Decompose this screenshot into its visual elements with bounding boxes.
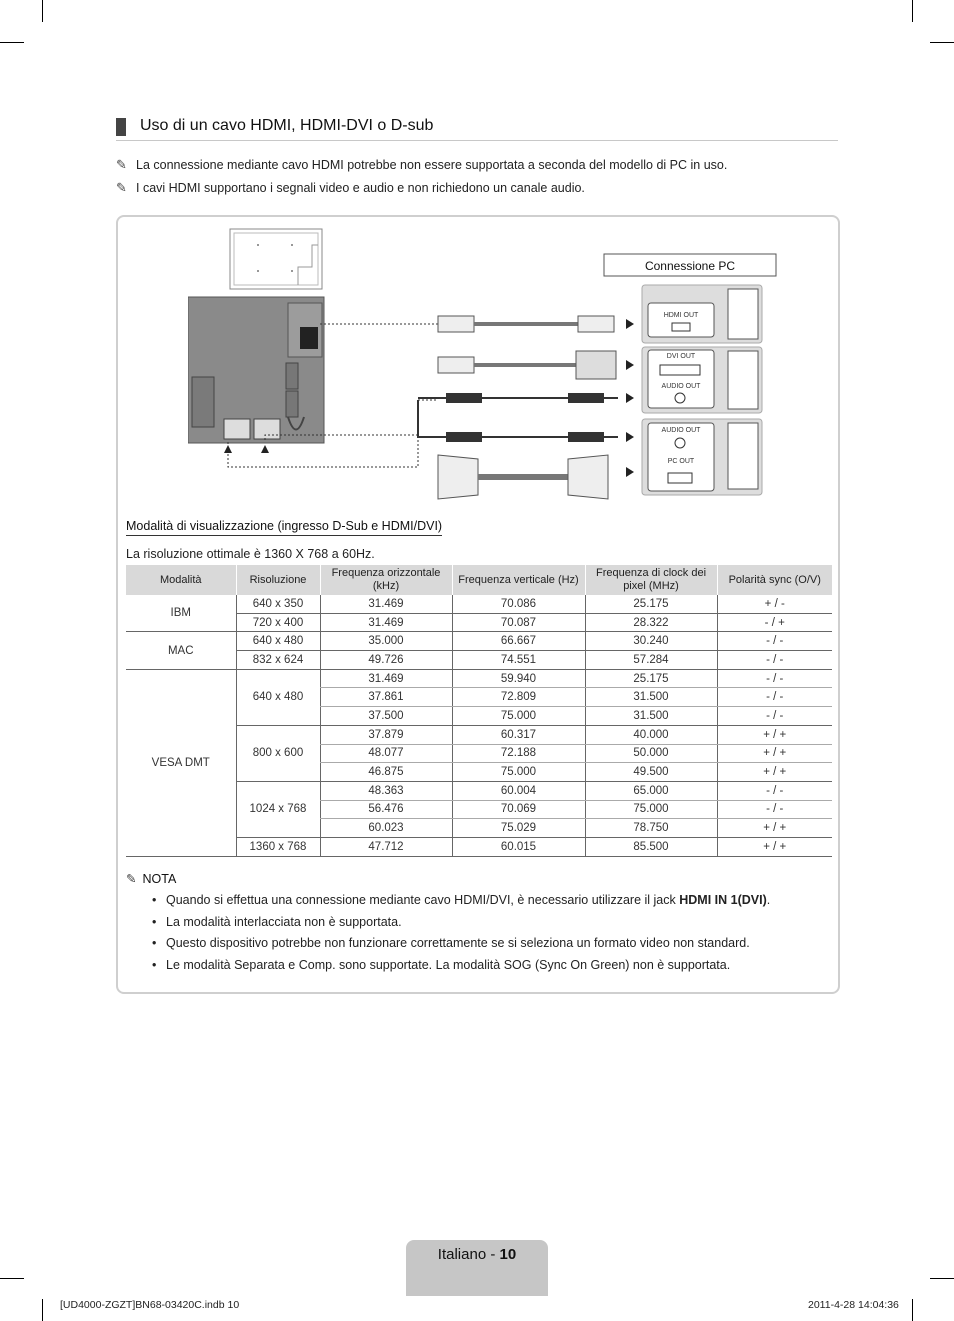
- table-cell: 70.087: [452, 613, 585, 632]
- table-cell: 37.879: [320, 725, 452, 744]
- table-header-row: [126, 565, 832, 595]
- tv-rear-outline: [230, 229, 322, 289]
- nota-bold-text: HDMI IN 1(DVI): [679, 893, 767, 907]
- table-cell: 60.004: [452, 781, 585, 800]
- table-cell: - / -: [717, 707, 832, 726]
- crop-mark: [912, 0, 913, 22]
- list-item: • Le modalità Separata e Comp. sono supportate. La modalità SOG (Sync On Green) non è supportata.: [126, 957, 826, 973]
- nota-text: Quando si effettua una connessione mediante cavo HDMI/DVI, è necessario utilizzare il jack: [166, 893, 680, 907]
- table-cell: + / -: [717, 595, 832, 613]
- table-cell: 85.500: [585, 837, 717, 856]
- crop-mark: [0, 42, 24, 43]
- page-number-tab: [406, 1240, 548, 1296]
- audio-cable: [418, 400, 634, 442]
- note-line: [116, 157, 727, 173]
- list-item: • Questo dispositivo potrebbe non funzionare correttamente se si seleziona un formato video non standard.: [126, 935, 826, 951]
- table-cell: 59.940: [452, 669, 585, 688]
- table-cell: 49.726: [320, 651, 452, 670]
- table-cell: + / +: [717, 725, 832, 744]
- table-cell: 60.317: [452, 725, 585, 744]
- table-cell: 56.476: [320, 800, 452, 819]
- table-cell: 31.469: [320, 613, 452, 632]
- table-cell: + / +: [717, 763, 832, 782]
- table-cell: 72.188: [452, 744, 585, 763]
- mode-cell: VESA DMT: [126, 669, 236, 856]
- table-cell: 46.875: [320, 763, 452, 782]
- audio-cable: [418, 393, 634, 403]
- table-cell: 70.086: [452, 595, 585, 613]
- pencil-icon: ✎: [116, 180, 127, 195]
- section-heading: [116, 116, 838, 141]
- note-text: I cavi HDMI supportano i segnali video e audio e non richiedono un canale audio.: [136, 181, 585, 195]
- table-cell: 37.500: [320, 707, 452, 726]
- pc-out-label: PC OUT: [667, 458, 695, 465]
- audio-out-label: AUDIO OUT: [661, 383, 701, 390]
- hdmi-cable: [438, 316, 634, 332]
- table-row: [126, 669, 832, 688]
- resolution-cell: 640 x 480: [236, 669, 320, 725]
- audio-out-label: AUDIO OUT: [661, 427, 701, 434]
- crop-mark: [0, 1278, 24, 1279]
- dsub-cable: [438, 455, 634, 499]
- content-box: [116, 215, 840, 994]
- table-cell: 70.069: [452, 800, 585, 819]
- table-cell: 66.667: [452, 632, 585, 651]
- table-cell: + / +: [717, 744, 832, 763]
- resolution-cell: 800 x 600: [236, 725, 320, 781]
- list-item: [126, 892, 826, 908]
- resolution-cell: 720 x 400: [236, 613, 320, 632]
- table-cell: 49.500: [585, 763, 717, 782]
- pc-dsub-box: [642, 419, 762, 495]
- table-cell: - / -: [717, 632, 832, 651]
- column-header: Polarità sync (O/V): [717, 565, 832, 595]
- resolution-cell: 832 x 624: [236, 651, 320, 670]
- table-cell: 60.023: [320, 819, 452, 838]
- section-title: Uso di un cavo HDMI, HDMI-DVI o D-sub: [140, 117, 434, 134]
- resolution-cell: 1024 x 768: [236, 781, 320, 837]
- table-cell: - / -: [717, 651, 832, 670]
- page-number: 10: [499, 1246, 517, 1263]
- table-cell: 31.500: [585, 707, 717, 726]
- heading-bar: [116, 118, 126, 136]
- column-header: Frequenza di clock dei pixel (MHz): [585, 565, 717, 595]
- table-cell: 60.015: [452, 837, 585, 856]
- mode-cell: MAC: [126, 632, 236, 669]
- hdmi-out-label: HDMI OUT: [663, 312, 699, 319]
- nota-list: [126, 892, 826, 973]
- table-cell: 75.000: [452, 707, 585, 726]
- optimal-resolution: La risoluzione ottimale è 1360 X 768 a 60Hz.: [126, 547, 375, 561]
- pencil-icon: ✎: [116, 157, 127, 172]
- table-cell: - / -: [717, 781, 832, 800]
- nota-heading: [126, 871, 826, 886]
- column-header: Modalità: [126, 565, 236, 595]
- resolution-cell: 640 x 480: [236, 632, 320, 651]
- table-cell: 40.000: [585, 725, 717, 744]
- pencil-icon: ✎: [126, 872, 137, 886]
- page-label: [406, 1246, 548, 1263]
- note-line: [116, 180, 585, 196]
- table-cell: - / -: [717, 688, 832, 707]
- table-cell: 75.029: [452, 819, 585, 838]
- table-cell: 74.551: [452, 651, 585, 670]
- table-cell: 78.750: [585, 819, 717, 838]
- table-cell: 75.000: [452, 763, 585, 782]
- table-cell: 57.284: [585, 651, 717, 670]
- column-header: Frequenza verticale (Hz): [452, 565, 585, 595]
- crop-mark: [912, 1299, 913, 1321]
- table-cell: + / +: [717, 819, 832, 838]
- footer-file: [UD4000-ZGZT]BN68-03420C.indb 10: [60, 1299, 240, 1311]
- table-row: [126, 632, 832, 651]
- nota-section: [126, 871, 826, 978]
- note-text: La connessione mediante cavo HDMI potrebbe non essere supportata a seconda del modello di PC in uso.: [136, 158, 728, 172]
- resolution-cell: 1360 x 768: [236, 837, 320, 856]
- display-mode-table: [126, 565, 832, 857]
- table-cell: 48.077: [320, 744, 452, 763]
- dvi-cable: [438, 351, 634, 379]
- table-cell: 50.000: [585, 744, 717, 763]
- table-cell: - / +: [717, 613, 832, 632]
- crop-mark: [42, 0, 43, 22]
- crop-mark: [930, 42, 954, 43]
- table-cell: 65.000: [585, 781, 717, 800]
- table-cell: 25.175: [585, 595, 717, 613]
- table-cell: 37.861: [320, 688, 452, 707]
- mode-cell: IBM: [126, 595, 236, 632]
- column-header: Frequenza orizzontale (kHz): [320, 565, 452, 595]
- table-cell: 47.712: [320, 837, 452, 856]
- pc-connection-label: Connessione PC: [644, 259, 736, 273]
- display-modes-title: Modalità di visualizzazione (ingresso D-Sub e HDMI/DVI): [126, 519, 442, 536]
- column-header: Risoluzione: [236, 565, 320, 595]
- table-cell: 31.500: [585, 688, 717, 707]
- table-cell: 35.000: [320, 632, 452, 651]
- table-cell: 31.469: [320, 669, 452, 688]
- crop-mark: [42, 1299, 43, 1321]
- table-cell: 72.809: [452, 688, 585, 707]
- pc-hdmi-box: [642, 285, 762, 343]
- table-cell: - / -: [717, 669, 832, 688]
- table-cell: - / -: [717, 800, 832, 819]
- pc-dvi-box: [642, 347, 762, 413]
- table-cell: 75.000: [585, 800, 717, 819]
- list-item: • La modalità interlacciata non è supportata.: [126, 914, 826, 930]
- table-row: [126, 595, 832, 613]
- page-language: Italiano -: [437, 1246, 500, 1263]
- table-cell: 48.363: [320, 781, 452, 800]
- table-cell: 28.322: [585, 613, 717, 632]
- tv-connector-panel: [188, 297, 324, 443]
- table-cell: + / +: [717, 837, 832, 856]
- nota-label: NOTA: [142, 872, 177, 886]
- resolution-cell: 640 x 350: [236, 595, 320, 613]
- table-cell: 31.469: [320, 595, 452, 613]
- table-body: [126, 595, 832, 856]
- footer-date: 2011-4-28 14:04:36: [808, 1299, 899, 1311]
- crop-mark: [930, 1278, 954, 1279]
- table-cell: 25.175: [585, 669, 717, 688]
- dvi-out-label: DVI OUT: [666, 353, 696, 360]
- nota-text: .: [766, 893, 771, 907]
- connection-diagram: [188, 227, 778, 512]
- table-cell: 30.240: [585, 632, 717, 651]
